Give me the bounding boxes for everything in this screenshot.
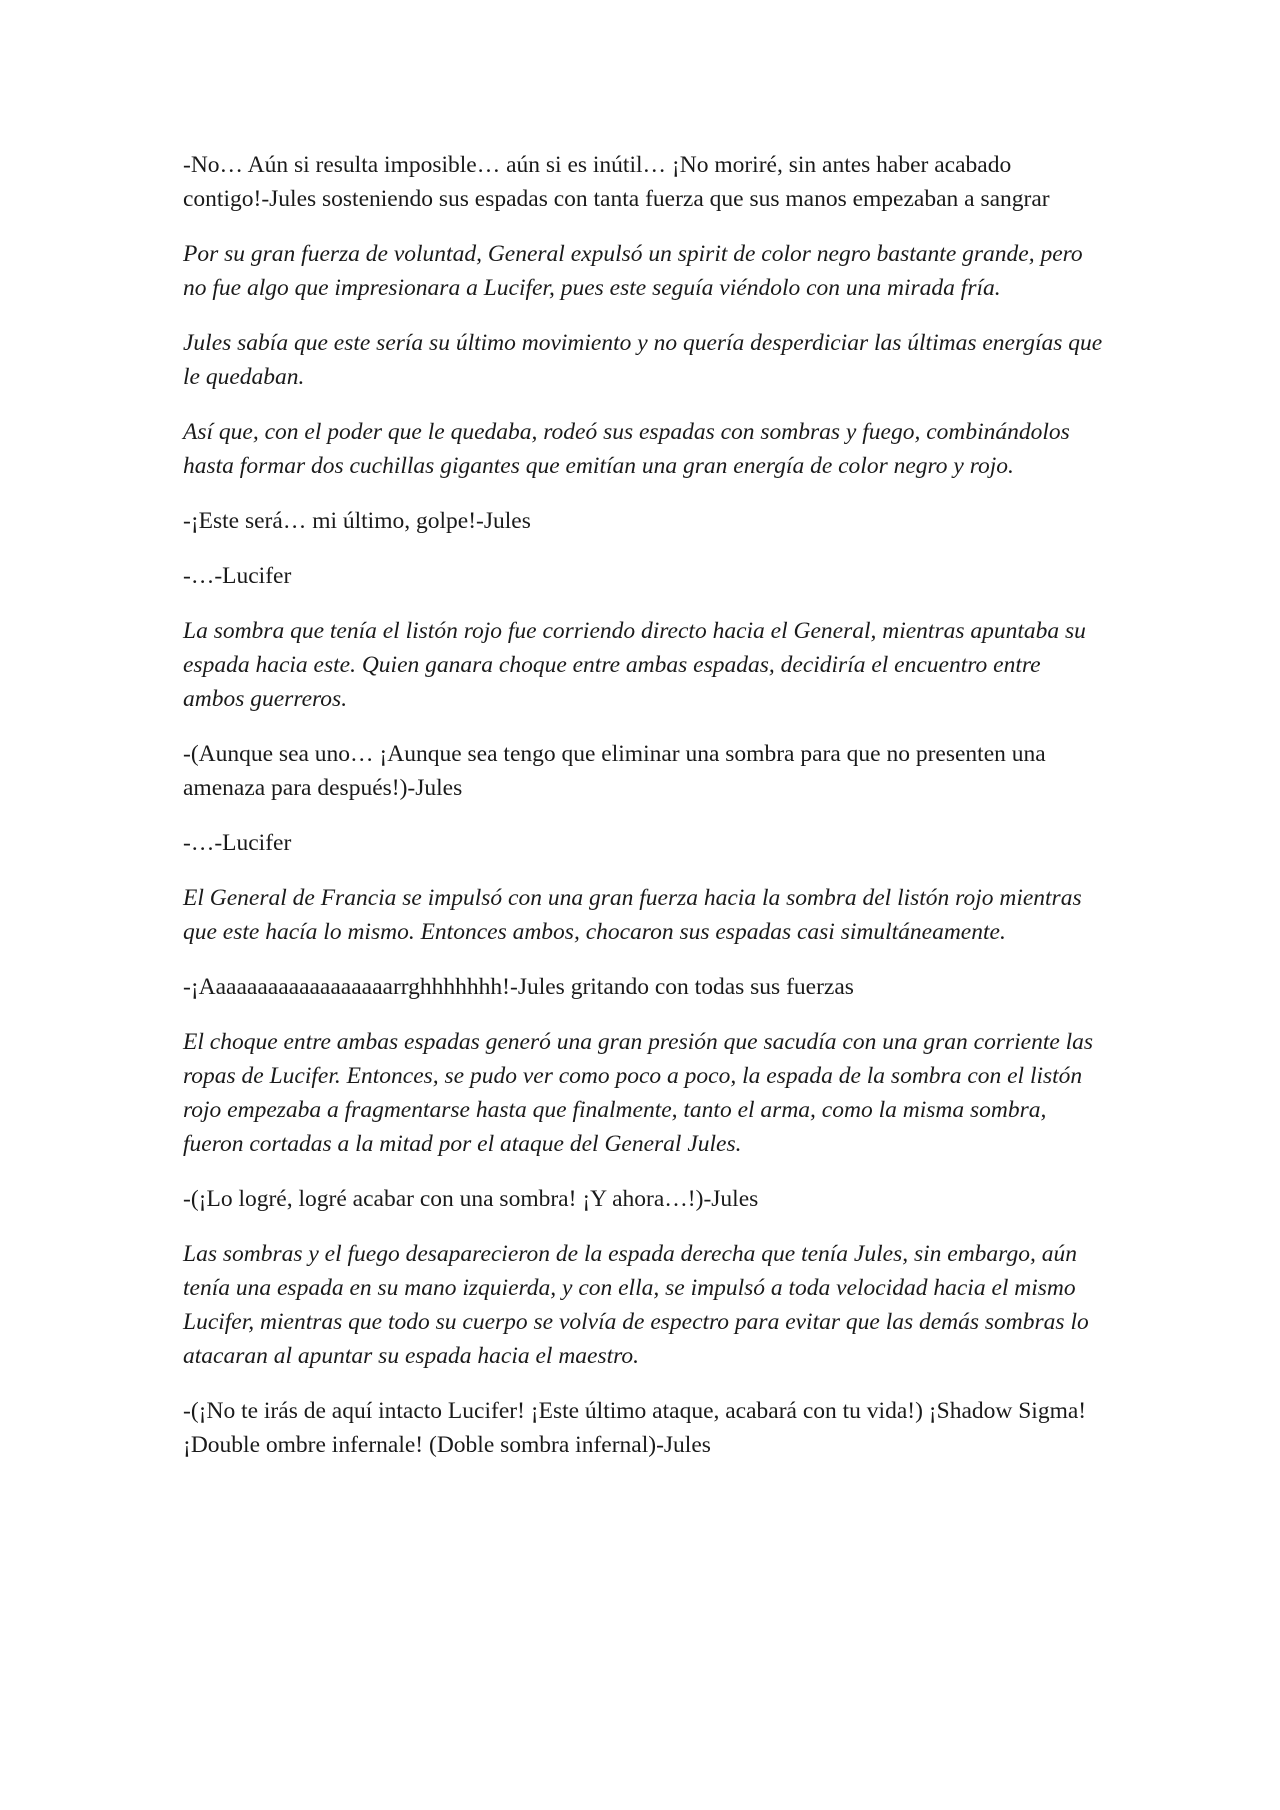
paragraph-dialogue: -(¡Lo logré, logré acabar con una sombra! ¡Y ahora…!)-Jules bbox=[183, 1186, 759, 1212]
paragraph-narration: El choque entre ambas espadas generó una gran presión que sacudía con una gran corriente las ropas de Lucifer. Entonces, se pudo ver como poco a poco, la espada de la sombra con el listón rojo empezaba a fragmentarse hasta que finalmente, tanto el arma, como la misma sombra, fueron cortadas a la mitad por el ataque del General Jules. bbox=[183, 1029, 1094, 1157]
paragraph-narration: El General de Francia se impulsó con una gran fuerza hacia la sombra del listón rojo mientras que este hacía lo mismo. Entonces ambos, chocaron sus espadas casi simultáneamente. bbox=[183, 885, 1082, 945]
paragraph-dialogue: -No… Aún si resulta imposible… aún si es inútil… ¡No moriré, sin antes haber acabado contigo!-Jules sosteniendo sus espadas con tanta fuerza que sus manos empezaban a sangrar bbox=[183, 152, 1050, 212]
paragraph-dialogue: -…-Lucifer bbox=[183, 830, 292, 856]
document-page bbox=[183, 148, 1103, 1483]
paragraph-narration: Por su gran fuerza de voluntad, General expulsó un spirit de color negro bastante grande, pero no fue algo que impresionara a Lucifer, pues este seguía viéndolo con una mirada fría. bbox=[183, 241, 1083, 301]
paragraph-dialogue: -(Aunque sea uno… ¡Aunque sea tengo que eliminar una sombra para que no presenten una amenaza para después!)-Jules bbox=[183, 741, 1046, 801]
paragraph-dialogue: -(¡No te irás de aquí intacto Lucifer! ¡Este último ataque, acabará con tu vida!) ¡Shadow Sigma! ¡Double ombre infernale! (Doble sombra infernal)-Jules bbox=[183, 1398, 1087, 1458]
paragraph-narration: Jules sabía que este sería su último movimiento y no quería desperdiciar las últimas energías que le quedaban. bbox=[183, 330, 1103, 390]
paragraph-narration: Así que, con el poder que le quedaba, rodeó sus espadas con sombras y fuego, combinándolos hasta formar dos cuchillas gigantes que emitían una gran energía de color negro y rojo. bbox=[183, 419, 1070, 479]
paragraph-narration: Las sombras y el fuego desaparecieron de la espada derecha que tenía Jules, sin embargo, aún tenía una espada en su mano izquierda, y con ella, se impulsó a toda velocidad hacia el mismo Lucifer, mientras que todo su cuerpo se volvía de espectro para evitar que las demás sombras lo atacaran al apuntar su espada hacia el maestro. bbox=[183, 1241, 1089, 1369]
paragraph-dialogue: -…-Lucifer bbox=[183, 563, 292, 589]
paragraph-narration: La sombra que tenía el listón rojo fue corriendo directo hacia el General, mientras apuntaba su espada hacia este. Quien ganara choque entre ambas espadas, decidiría el encuentro entre ambos guerreros. bbox=[183, 618, 1086, 712]
paragraph-dialogue: -¡Este será… mi último, golpe!-Jules bbox=[183, 508, 531, 534]
paragraph-dialogue: -¡Aaaaaaaaaaaaaaaaaarrghhhhhhh!-Jules gritando con todas sus fuerzas bbox=[183, 974, 854, 1000]
